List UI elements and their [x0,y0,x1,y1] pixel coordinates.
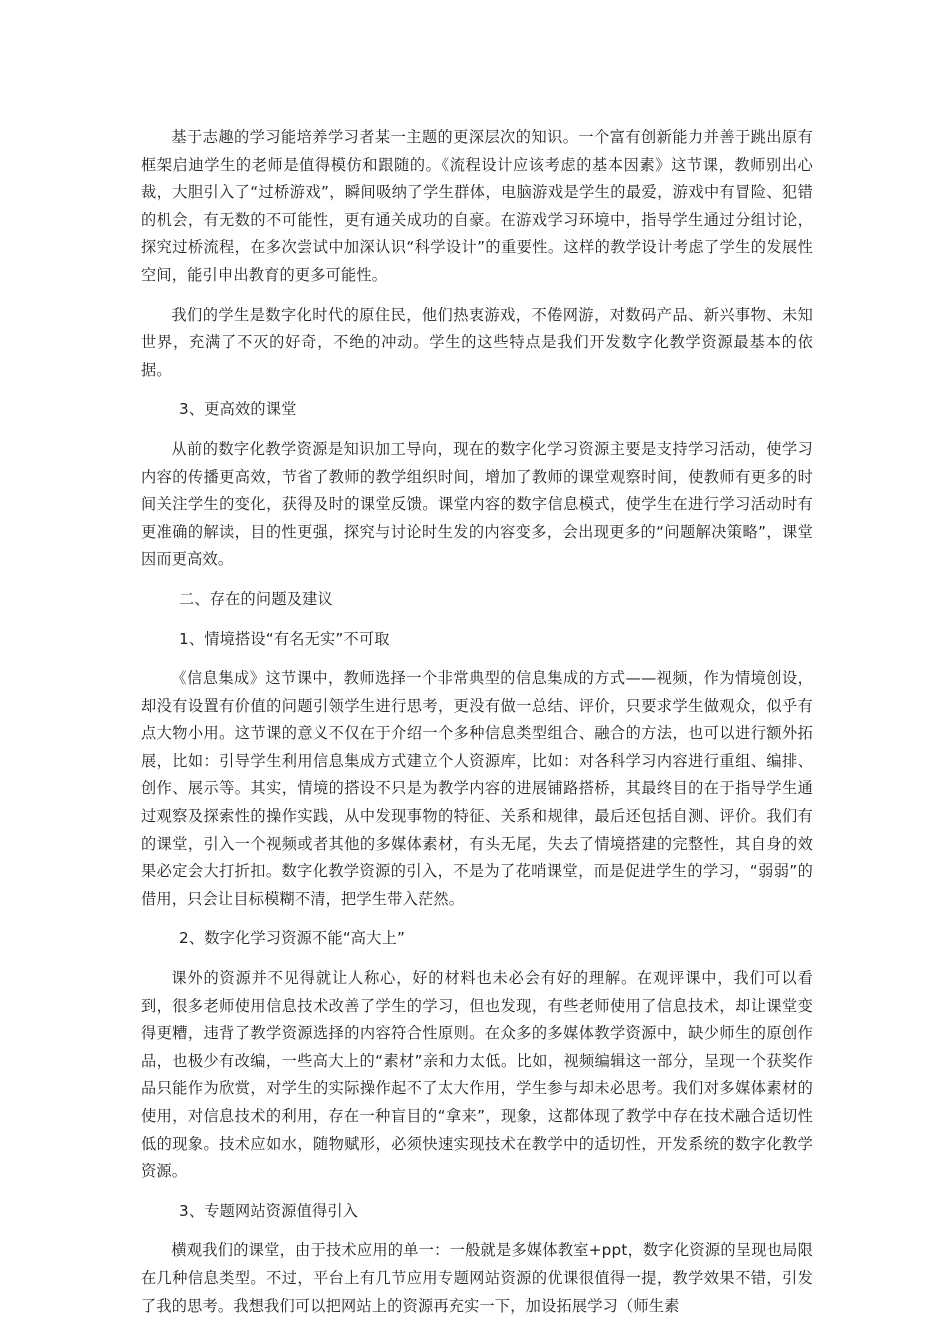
paragraph: 《信息集成》这节课中，教师选择一个非常典型的信息集成的方式——视频，作为情境创设，却没有设置有价值的问题引领学生进行思考，更没有做一总结、评价，只要求学生做观众，似乎有点大物小用。这节课的意义不仅在于介绍一个多种信息类型组合、融合的方法，也可以进行额外拓展，比如：引导学生利用信息集成方式建立个人资源库，比如：对各科学习内容进行重组、编排、创作、展示等。其实，情境的搭设不只是为教学内容的进展铺路搭桥，其最终目的在于指导学生通过观察及探索性的操作实践，从中发现事物的特征、关系和规律，最后还包括自测、评价。我们有的课堂，引入一个视频或者其他的多媒体素材，有头无尾，失去了情境搭建的完整性，其自身的效果必定会大打折扣。数字化教学资源的引入，不是为了花哨课堂，而是促进学生的学习，“弱弱”的借用，只会让目标模糊不清，把学生带入茫然。 [141,669,813,908]
section-heading: 2、数字化学习资源不能“高大上” [179,929,406,948]
section-heading: 二、存在的问题及建议 [179,589,333,608]
paragraph: 课外的资源并不见得就让人称心，好的材料也未必会有好的理解。在观评课中，我们可以看到，很多老师使用信息技术改善了学生的学习，但也发现，有些老师使用了信息技术，却让课堂变得更糟，违背了教学资源选择的内容符合性原则。在众多的多媒体教学资源中，缺少师生的原创作品，也极少有改编，一些高大上的“素材”亲和力太低。比如，视频编辑这一部分，呈现一个获奖作品只能作为欣赏，对学生的实际操作起不了太大作用，学生参与却未必思考。我们对多媒体素材的使用，对信息技术的利用，存在一种盲目的“拿来”，现象，这都体现了教学中存在技术融合适切性低的现象。技术应如水，随物赋形，必须快速实现技术在教学中的适切性，开发系统的数字化教学资源。 [141,969,813,1181]
section-heading: 3、更高效的课堂 [179,400,297,419]
section-heading: 3、专题网站资源值得引入 [179,1201,359,1220]
paragraph: 基于志趣的学习能培养学习者某一主题的更深层次的知识。一个富有创新能力并善于跳出原有框架启迪学生的老师是值得模仿和跟随的。《流程设计应该考虑的基本因素》这节课，教师别出心裁，大胆引入了“过桥游戏”，瞬间吸纳了学生群体，电脑游戏是学生的最爱，游戏中有冒险、犯错的机会，有无数的不可能性，更有通关成功的自豪。在游戏学习环境中，指导学生通过分组讨论，探究过桥流程，在多次尝试中加深认识“科学设计”的重要性。这样的教学设计考虑了学生的发展性空间，能引申出教育的更多可能性。 [141,128,813,284]
paragraph: 我们的学生是数字化时代的原住民，他们热衷游戏，不倦网游，对数码产品、新兴事物、未知世界，充满了不灭的好奇，不绝的冲动。学生的这些特点是我们开发数字化教学资源最基本的依据。 [141,305,813,379]
document-body [141,124,813,1332]
section-heading: 1、情境搭设“有名无实”不可取 [179,629,390,648]
paragraph: 横观我们的课堂，由于技术应用的单一：一般就是多媒体教室+ppt，数字化资源的呈现也局限在几种信息类型。不过，平台上有几节应用专题网站资源的优课很值得一提，教学效果不错，引发了我的思考。我想我们可以把网站上的资源再充实一下，加设拓展学习（师生素 [141,1241,813,1315]
paragraph: 从前的数字化教学资源是知识加工导向，现在的数字化学习资源主要是支持学习活动，使学习内容的传播更高效，节省了教师的教学组织时间，增加了教师的课堂观察时间，使教师有更多的时间关注学生的变化，获得及时的课堂反馈。课堂内容的数字信息模式，使学生在进行学习活动时有更准确的解读，目的性更强，探究与讨论时生发的内容变多，会出现更多的“问题解决策略”，课堂因而更高效。 [141,439,813,569]
